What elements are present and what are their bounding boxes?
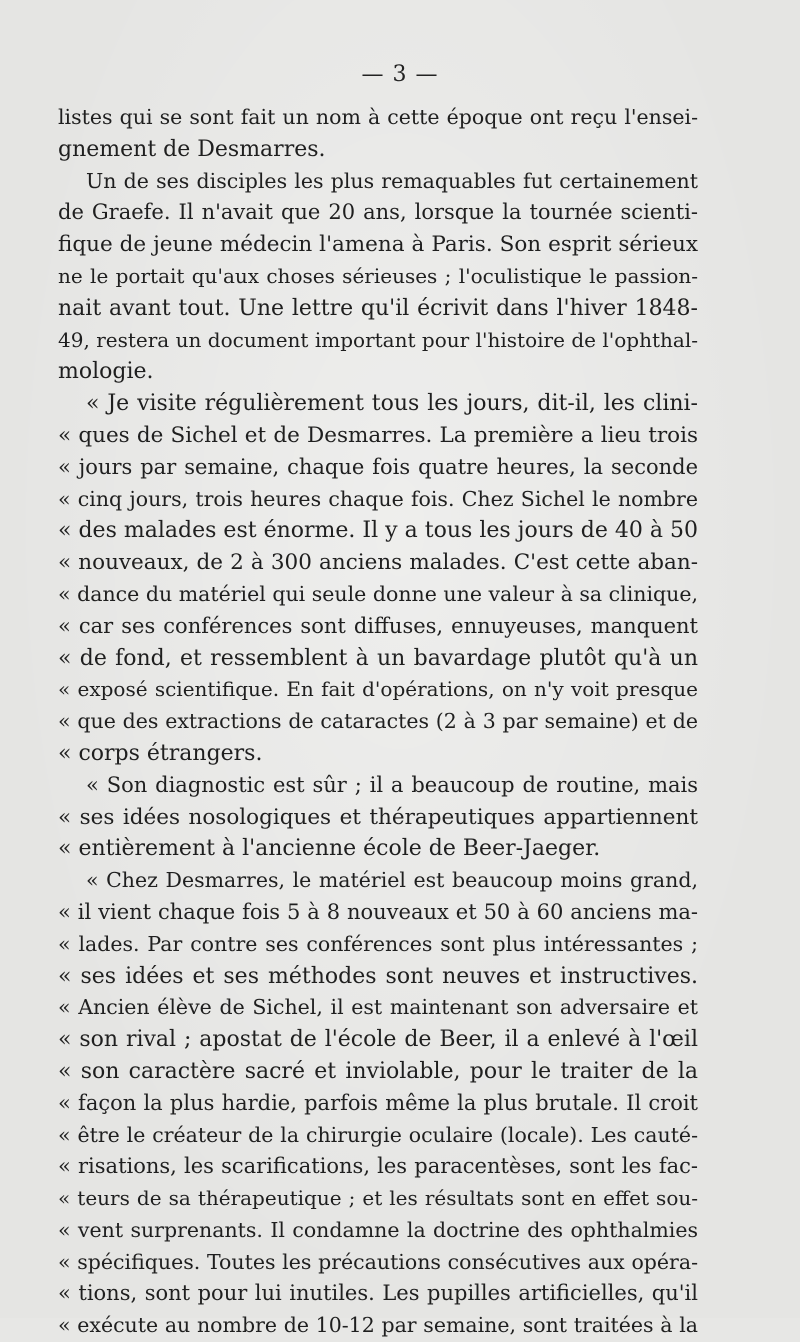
text-line: « il vient chaque fois 5 à 8 nouveaux et 50 à 60 anciens ma- — [58, 899, 698, 924]
text-line: « spécifiques. Toutes les précautions consécutives aux opéra- — [58, 1249, 698, 1274]
text-line: « être le créateur de la chirurgie oculaire (locale). Les cauté- — [58, 1122, 698, 1147]
text-line: « son caractère sacré et inviolable, pour le traiter de la — [58, 1058, 698, 1084]
text-line: « son rival ; apostat de l'école de Beer, il a enlevé à l'œil — [58, 1027, 698, 1053]
text-line: ne le portait qu'aux choses sérieuses ; l'oculistique le passion- — [58, 263, 698, 288]
text-line: mologie. — [58, 359, 154, 385]
text-line: « tions, sont pour lui inutiles. Les pupilles artificielles, qu'il — [58, 1281, 698, 1306]
text-line: « Ancien élève de Sichel, il est maintenant son adversaire et — [58, 995, 698, 1020]
text-line: Un de ses disciples les plus remaquables fut certainement — [86, 168, 698, 193]
text-line: « risations, les scarifications, les paracentèses, sont les fac- — [58, 1154, 698, 1179]
text-line: « lades. Par contre ses conférences sont plus intéressantes ; — [58, 931, 698, 956]
text-line: « vent surprenants. Il condamne la doctrine des ophthalmies — [58, 1217, 698, 1242]
text-line: « exposé scientifique. En fait d'opérations, on n'y voit presque — [58, 677, 698, 702]
text-line: « entièrement à l'ancienne école de Beer-Jaeger. — [58, 836, 601, 862]
text-line: « corps étrangers. — [58, 740, 263, 766]
text-line: « Chez Desmarres, le matériel est beaucoup moins grand, — [86, 868, 698, 893]
text-line: 49, restera un document important pour l'histoire de l'ophthal- — [58, 327, 698, 352]
text-line: « que des extractions de cataractes (2 à 3 par semaine) et de — [58, 709, 698, 734]
text-line: « teurs de sa thérapeutique ; et les résultats sont en effet sou- — [58, 1186, 698, 1211]
text-line: fique de jeune médecin l'amena à Paris. Son esprit sérieux — [58, 232, 698, 258]
text-line: « nouveaux, de 2 à 300 anciens malades. C'est cette aban- — [58, 550, 698, 576]
text-line: nait avant tout. Une lettre qu'il écrivit dans l'hiver 1848- — [58, 295, 698, 321]
text-line: « cinq jours, trois heures chaque fois. Chez Sichel le nombre — [58, 486, 698, 511]
text-line: gnement de Desmarres. — [58, 136, 326, 162]
text-line: « façon la plus hardie, parfois même la plus brutale. Il croit — [58, 1090, 698, 1115]
text-line: « Je visite régulièrement tous les jours, dit-il, les clini- — [86, 391, 698, 417]
page-number: — 3 — — [361, 62, 439, 87]
text-line: « ques de Sichel et de Desmarres. La première a lieu trois — [58, 422, 698, 448]
body-text — [58, 102, 698, 1342]
text-line: « car ses conférences sont diffuses, ennuyeuses, manquent — [58, 613, 698, 638]
text-line: « des malades est énorme. Il y a tous les jours de 40 à 50 — [58, 518, 698, 544]
text-line: listes qui se sont fait un nom à cette époque ont reçu l'ensei- — [58, 105, 698, 129]
text-line: « ses idées et ses méthodes sont neuves et instructives. — [58, 963, 698, 989]
text-line: « exécute au nombre de 10-12 par semaine, sont traitées à la — [58, 1313, 698, 1338]
text-line: « ses idées nosologiques et thérapeutiques appartiennent — [58, 804, 698, 830]
text-line: de Graefe. Il n'avait que 20 ans, lorsque la tournée scienti- — [58, 200, 698, 225]
text-line: « dance du matériel qui seule donne une valeur à sa clinique, — [58, 581, 698, 606]
text-line: « jours par semaine, chaque fois quatre heures, la seconde — [58, 454, 698, 479]
text-line: « Son diagnostic est sûr ; il a beaucoup de routine, mais — [86, 772, 698, 797]
text-line: « de fond, et ressemblent à un bavardage plutôt qu'à un — [58, 645, 698, 671]
